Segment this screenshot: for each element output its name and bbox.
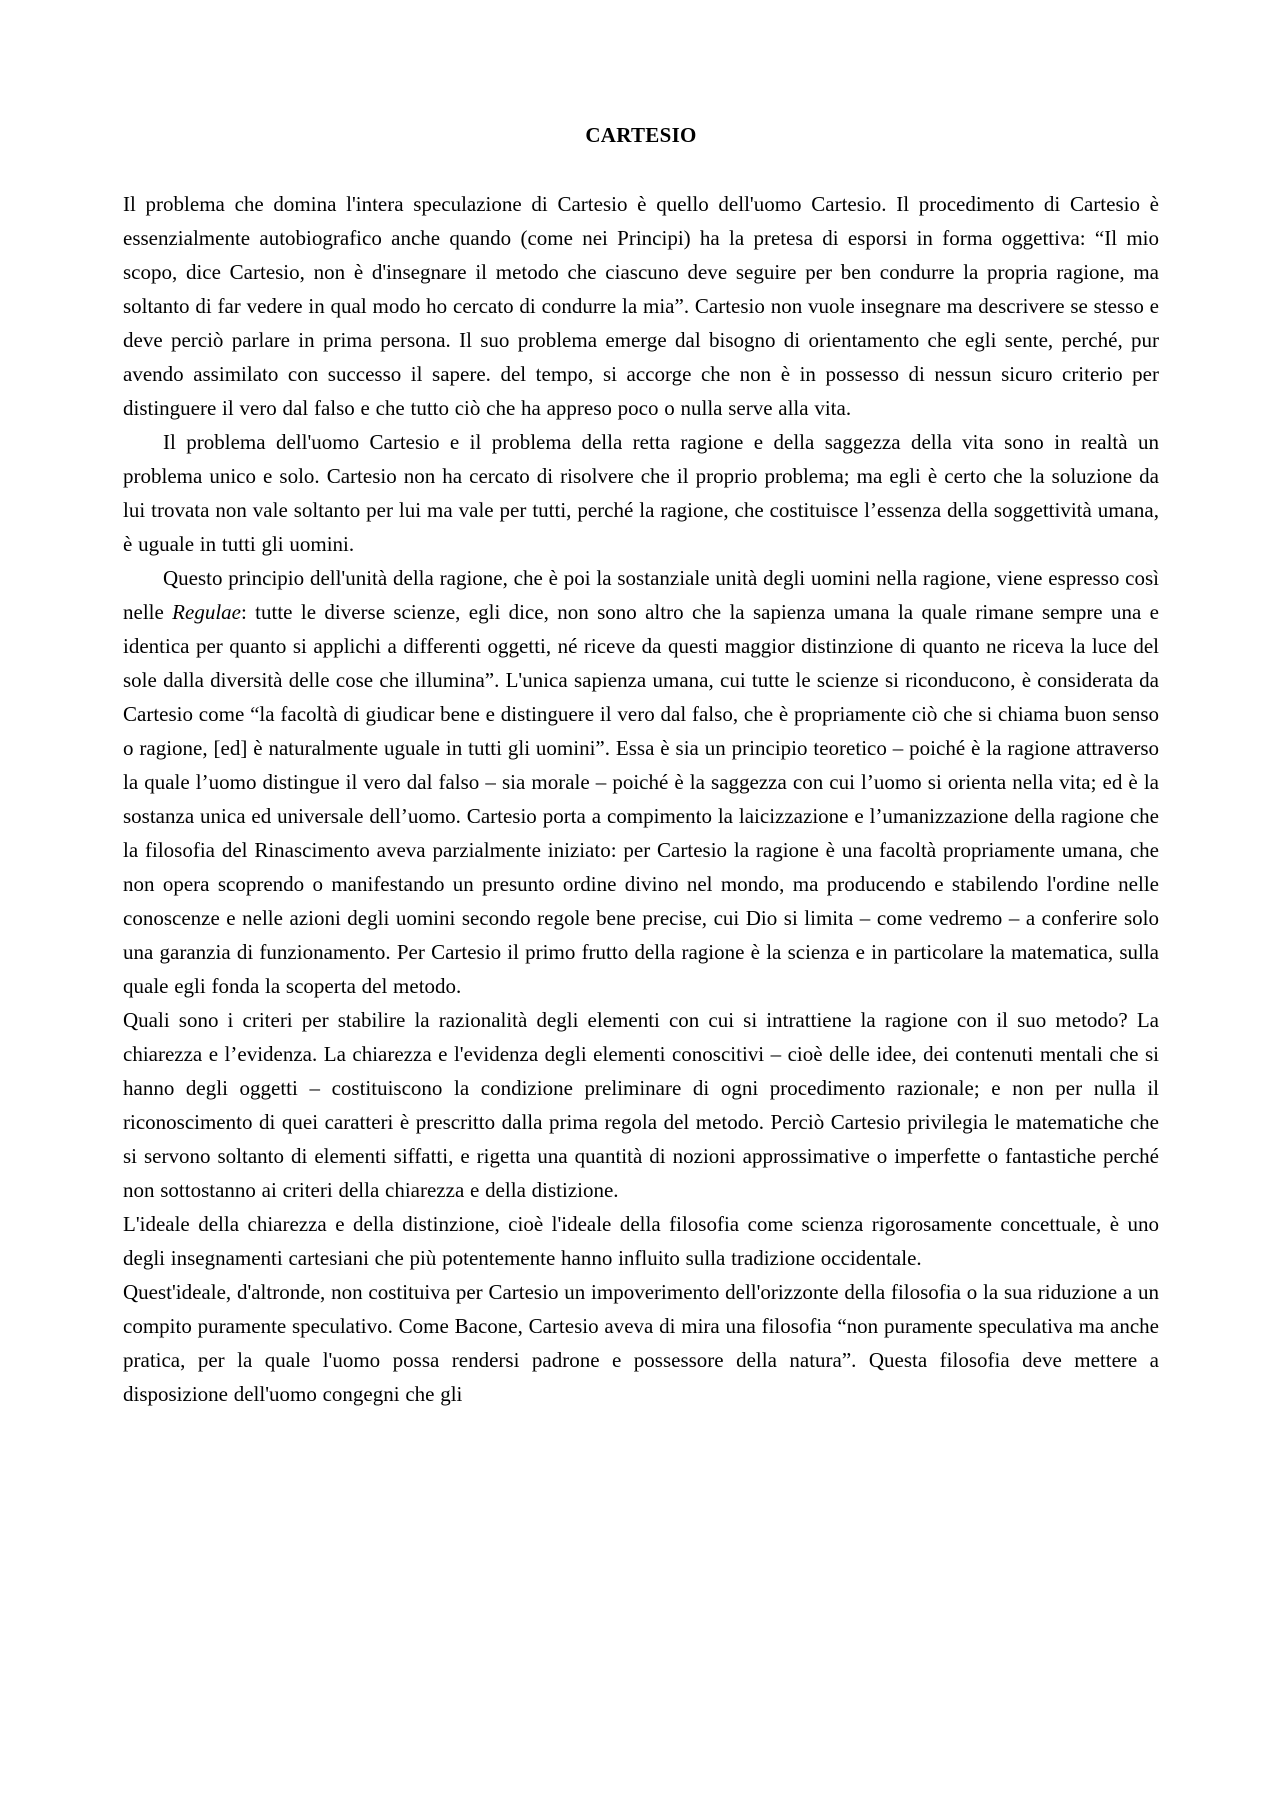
paragraph-4: Quali sono i criteri per stabilire la razionalità degli elementi con cui si intrattiene la ragione con il suo metodo? La chiarezza e l’evidenza. La chiarezza e l'evidenza degli elementi conoscitivi – cioè delle idee, dei contenuti mentali che si hanno degli oggetti – costituiscono la condizione preliminare di ogni procedimento razionale; e non per nulla il riconoscimento di quei caratteri è prescritto dalla prima regola del metodo. Perciò Cartesio privilegia le matematiche che si servono soltanto di elementi siffatti, e rigetta una quantità di nozioni approssimative o imperfette o fantastiche perché non sottostanno ai criteri della chiarezza e della distizione.	[123, 1008, 1159, 1202]
document-page	[123, 118, 1159, 1411]
paragraph-5: L'ideale della chiarezza e della distinzione, cioè l'ideale della filosofia come scienza rigorosamente concettuale, è uno degli insegnamenti cartesiani che più potentemente hanno influito sulla tradizione occidentale.	[123, 1212, 1159, 1270]
paragraph-6: Quest'ideale, d'altronde, non costituiva per Cartesio un impoverimento dell'orizzonte della filosofia o la sua riduzione a un compito puramente speculativo. Come Bacone, Cartesio aveva di mira una filosofia “non puramente speculativa ma anche pratica, per la quale l'uomo possa rendersi padrone e possessore della natura”. Questa filosofia deve mettere a disposizione dell'uomo congegni che gli	[123, 1280, 1159, 1406]
paragraph-3	[123, 561, 1159, 1003]
paragraph-3-part-1: Questo principio dell'unità della ragione, che è poi la sostanziale unità degli uomini nella ragione, viene espresso così nelle	[123, 566, 1159, 624]
document-title: CARTESIO	[585, 123, 697, 147]
regulae-italic: Regulae	[172, 600, 241, 624]
paragraph-1: Il problema che domina l'intera speculazione di Cartesio è quello dell'uomo Cartesio. Il procedimento di Cartesio è essenzialmente autobiografico anche quando (come nei Principi) ha la pretesa di esporsi in forma oggettiva: “Il mio scopo, dice Cartesio, non è d'insegnare il metodo che ciascuno deve seguire per ben condurre la propria ragione, ma soltanto di far vedere in qual modo ho cercato di condurre la mia”. Cartesio non vuole insegnare ma descrivere se stesso e deve perciò parlare in prima persona. Il suo problema emerge dal bisogno di orientamento che egli sente, perché, pur avendo assimilato con successo il sapere. del tempo, si accorge che non è in possesso di nessun sicuro criterio per distinguere il vero dal falso e che tutto ciò che ha appreso poco o nulla serve alla vita.	[123, 192, 1159, 420]
paragraph-3-part-2: : tutte le diverse scienze, egli dice, non sono altro che la sapienza umana la quale rimane sempre una e identica per quanto si applichi a differenti oggetti, né riceve da questi maggior distinzione di quanto ne riceva la luce del sole dalla diversità delle cose che illumina”. L'unica sapienza umana, cui tutte le scienze si riconducono, è considerata da Cartesio come “la facoltà di giudicar bene e distinguere il vero dal falso, che è propriamente ciò che si chiama buon senso o ragione, [ed] è naturalmente uguale in tutti gli uomini”. Essa è sia un principio teoretico – poiché è la ragione attraverso la quale l’uomo distingue il vero dal falso – sia morale – poiché è la saggezza con cui l’uomo si orienta nella vita; ed è la sostanza unica ed universale dell’uomo. Cartesio porta a compimento la laicizzazione e l’umanizzazione della ragione che la filosofia del Rinascimento aveva parzialmente iniziato: per Cartesio la ragione è una facoltà propriamente umana, che non opera scoprendo o manifestando un presunto ordine divino nel mondo, ma producendo e stabilendo l'ordine nelle conoscenze e nelle azioni degli uomini secondo regole bene precise, cui Dio si limita – come vedremo – a conferire solo una garanzia di funzionamento. Per Cartesio il primo frutto della ragione è la scienza e in particolare la matematica, sulla quale egli fonda la scoperta del metodo.	[123, 600, 1159, 998]
paragraph-2: Il problema dell'uomo Cartesio e il problema della retta ragione e della saggezza della vita sono in realtà un problema unico e solo. Cartesio non ha cercato di risolvere che il proprio problema; ma egli è certo che la soluzione da lui trovata non vale soltanto per lui ma vale per tutti, perché la ragione, che costituisce l’essenza della soggettività umana, è uguale in tutti gli uomini.	[123, 430, 1159, 556]
